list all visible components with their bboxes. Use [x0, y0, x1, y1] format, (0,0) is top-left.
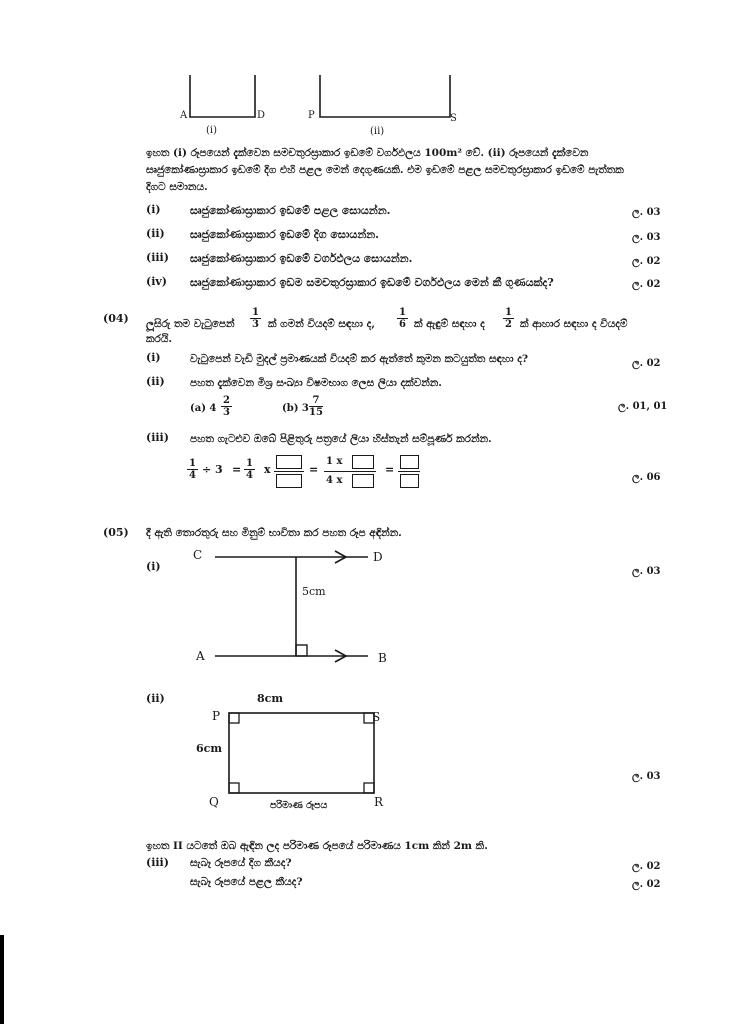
fraction-numerator: 1: [189, 458, 196, 469]
q3-item-number: (iv): [146, 275, 167, 288]
answer-blank-box[interactable]: [352, 474, 374, 488]
fraction-bar: [324, 471, 376, 472]
fraction-denominator: 4: [189, 470, 196, 481]
equation-four-times: 4 x: [326, 475, 343, 486]
fraction-denominator: 2: [505, 319, 512, 330]
answer-blank-box[interactable]: [400, 455, 419, 469]
right-angle-mark-p: [229, 713, 239, 723]
fig1-corner-a: A: [180, 110, 188, 121]
fraction-one-fourth: [244, 458, 255, 481]
equation-one-times: 1 x: [326, 456, 343, 467]
q5-intro: දී ඇති තොරතුරු සහ මිනුම් භාවිතා කර පහත රූප අඳින්න.: [146, 527, 402, 539]
q5-iii-number: (iii): [146, 856, 169, 869]
q3-item-text: සෘජුකෝණාස්‍රාකාර ඉඩමේ වර්ගඵලය සොයන්න.: [190, 252, 413, 265]
fraction-denominator: 4: [246, 470, 253, 481]
q3-intro-line1: ඉහත (i) රූපයෙන් දැක්වෙන සමචතුරස්‍රාකාර ඉඩමේ වර්ගඵලය 100m² වේ. (ii) රූපයෙන් දැක්වෙන: [146, 147, 589, 159]
fig2-corner-p: P: [308, 110, 315, 121]
right-angle-mark: [296, 645, 307, 656]
fraction-bar: [398, 471, 420, 472]
q4-ii-a-label: (a) 4: [190, 403, 217, 414]
q4-i-marks: ල. 02: [632, 358, 661, 369]
q3-item-marks: ල. 03: [632, 207, 661, 218]
right-angle-mark-r: [364, 783, 374, 793]
q4-intro-a: ලූසිරු තම වැටුපෙන්: [146, 318, 235, 330]
fraction-one-third: [250, 307, 261, 330]
q5-number: (05): [103, 526, 129, 539]
q4-ii-text: පහත දැක්වෙන මිශ්‍ර සංඛ්‍යා විෂමභාග ලෙස ලියා දක්වන්න.: [190, 377, 442, 389]
q4-iii-marks: ල. 06: [632, 472, 661, 483]
fraction-numerator: 1: [505, 307, 512, 318]
answer-blank-box[interactable]: [276, 455, 302, 469]
fig2-corner-s: S: [450, 113, 457, 124]
q5-iii-q1-marks: ල. 02: [632, 861, 661, 872]
q4-number: (04): [103, 312, 129, 325]
q3-item-marks: ල. 02: [632, 256, 661, 267]
fraction-denominator: 3: [252, 319, 259, 330]
top-length-label: 8cm: [257, 692, 283, 705]
q4-ii-number: (ii): [146, 375, 165, 388]
answer-blank-box[interactable]: [352, 455, 374, 469]
point-s-label: S: [372, 710, 381, 724]
fig1-caption: (i): [206, 125, 218, 136]
q3-item-number: (ii): [146, 227, 165, 240]
answer-blank-box[interactable]: [400, 474, 419, 488]
q4-i-number: (i): [146, 351, 161, 364]
fig2-caption: (ii): [370, 126, 385, 137]
top-figures: [0, 0, 747, 140]
fraction-two-thirds: [221, 395, 232, 418]
fraction-denominator: 6: [399, 319, 406, 330]
point-r-label: R: [374, 795, 384, 809]
q3-item-text: සෘජුකෝණාස්‍රාකාර ඉඩමේ පළල සොයන්න.: [190, 204, 391, 217]
q5-iii-question-2: සැබෑ රූපයේ පළල කීයද?: [190, 876, 303, 888]
q4-iii-text: පහත ගැටළුව ඔබේ පිළිතුරු පත්‍රයේ ලියා හිස්තැන් සම්පූර්ණ කරන්න.: [190, 433, 492, 445]
point-p-label: P: [212, 709, 221, 723]
fraction-denominator: 15: [309, 407, 323, 418]
fraction-bar: [274, 471, 304, 472]
scale-drawing-caption: පරිමාණ රූපය: [270, 800, 328, 811]
q3-item-marks: ල. 02: [632, 279, 661, 290]
right-angle-mark-q: [229, 783, 239, 793]
q3-item-marks: ල. 03: [632, 232, 661, 243]
q3-intro-line3: දිගට සමානය.: [146, 181, 208, 193]
point-c-label: C: [193, 548, 203, 562]
q3-item-text: සෘජුකෝණාස්‍රාකාර ඉඩමේ දිග සොයන්න.: [190, 228, 380, 241]
fraction-numerator: 1: [399, 307, 406, 318]
q5-i-number: (i): [146, 560, 161, 573]
equation-divide-three: ÷ 3: [202, 463, 223, 476]
rectangle-pqrs: [229, 713, 374, 793]
fraction-numerator: 1: [252, 307, 259, 318]
q5-scale-statement: ඉහත II යටතේ ඔබ ඇඳින ලද පරිමාණ රූපයේ පරිමාණය 1cm කින් 2m කි.: [146, 840, 488, 852]
q5-iii-q2-marks: ල. 02: [632, 879, 661, 890]
q3-item-number: (iii): [146, 251, 169, 264]
equation-equals: =: [232, 463, 242, 476]
q3-item-text: සෘජුකෝණාස්‍රාකාර ඉඩම සමචතුරස්‍රාකාර ඉඩමේ වර්ගඵලය මෙන් කී ගුණයක්ද?: [190, 276, 554, 289]
fig1-corner-d: D: [257, 110, 266, 121]
q4-intro-line2: කරයි.: [146, 333, 173, 345]
q5-iii-question-1: සැබෑ රූපයේ දිග කීයද?: [190, 857, 292, 869]
fraction-denominator: 3: [223, 407, 230, 418]
q4-iii-number: (iii): [146, 431, 169, 444]
point-b-label: B: [378, 651, 387, 665]
q4-intro-d: ක් ආහාර සඳහා ද වියදම්: [520, 318, 628, 330]
distance-label: 5cm: [302, 585, 326, 598]
point-d-label: D: [373, 550, 383, 564]
fraction-numerator: 2: [223, 395, 230, 406]
q3-item-number: (i): [146, 203, 161, 216]
q4-ii-b-label: (b) 3: [282, 403, 309, 414]
point-q-label: Q: [209, 795, 219, 809]
equation-times: x: [264, 463, 271, 476]
answer-blank-box[interactable]: [276, 474, 302, 488]
q5-i-marks: ල. 03: [632, 566, 661, 577]
point-a-label: A: [196, 649, 205, 663]
rectangle-figure: [320, 75, 450, 117]
q3-intro-line2: සෘජුකෝණාස්‍රාකාර ඉඩමේ දිග එහි පළල මෙන් දෙගුණයකි. එම ඉඩමේ පළල සමචතුරස්‍රාකාර ඉඩමේ පැත්තක: [146, 164, 624, 176]
equation-equals: =: [385, 463, 395, 476]
fraction-seven-fifteenths: [309, 395, 323, 418]
fraction-one-half: [503, 307, 514, 330]
q4-intro-c: ක් ඇඳුම් සඳහා ද: [414, 318, 485, 330]
scan-edge-bar: [0, 935, 4, 1024]
fraction-numerator: 1: [246, 458, 253, 469]
side-length-label: 6cm: [196, 742, 222, 755]
q5-ii-marks: ල. 03: [632, 771, 661, 782]
square-figure: [190, 75, 255, 117]
q4-i-text: වැටුපෙන් වැඩි මුදල් ප්‍රමාණයක් වියදම් කර ඇත්තේ කුමන කටයුත්ත සඳහා ද?: [190, 353, 529, 365]
q4-ii-marks: ල. 01, 01: [618, 401, 668, 412]
fraction-numerator: 7: [309, 395, 323, 407]
scale-drawing-rectangle: [220, 700, 390, 805]
q4-intro-b: ක් ගමන් වියදම් සඳහා ද,: [268, 318, 375, 330]
q5-ii-number: (ii): [146, 692, 165, 705]
fraction-one-sixth: [397, 307, 408, 330]
fraction-one-fourth: [187, 458, 198, 481]
equation-equals: =: [309, 463, 319, 476]
